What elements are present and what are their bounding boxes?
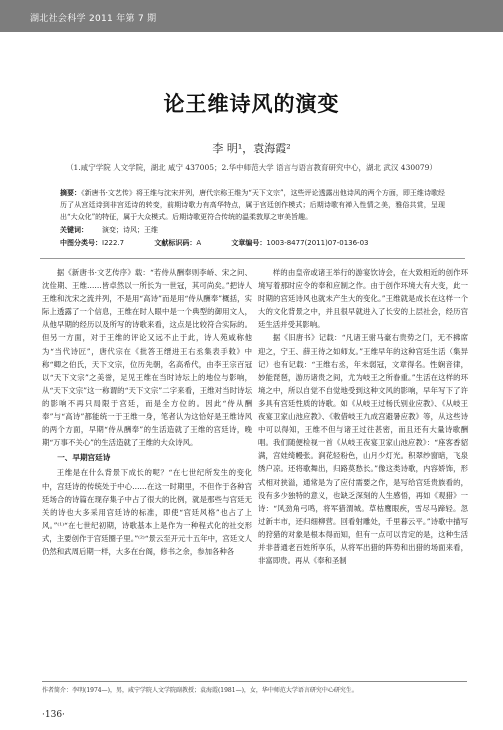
abstract-label: 摘要： — [60, 189, 82, 197]
footnote-divider — [42, 681, 467, 682]
classification-line — [60, 237, 445, 249]
body-paragraph: 据《旧唐书》记载：“凡诸王驸马豪右贵势之门，无不拂席迎之，宁王、薛王待之如师友。”王维早年的这种宫廷生活（集异记）也有记载：“王维右丞，年未弱冠，文章得名。性娴音律，妙能琵琶，游历诸贵之间，尤为岐王之所眷重。”生活在这样的环境之中，所以自觉不自觉地受到这种文风的影响，早年写下了许多具有宫廷性质的诗歌。如《从岐王过杨氏别业应教》、《从岐王夜宴卫家山池应教》、《敕借岐王九成宫避暑应教》等，从这些诗中可以得知，王维不但与诸王过往甚密，而且还有大量诗歌酬唱。我们随便检视一首《从岐王夜宴卫家山池应教》：“座客香貂满，宫娃绮幔张。涧花轻粉色，山月少灯光。积翠纱窗暗，飞泉绣户凉。还将歌舞出，归路莫愁长。”像这类诗歌，内容娇饰，形式相对狭溢，通常是为了应付需要之作，是写给宫廷贵族看的，没有多少独特的意义，也缺乏深刻的人生感悟，再如《观猎》一诗：“风劲角弓鸣，将军猎渭城。草枯鹰眼疾，雪尽马蹄轻。忽过新丰市，还归细柳营。回看射雕处，千里暮云平。”诗歌中描写的狩猎的对象是根本得而知，但有一点可以肯定的是，这种生活并非普通老百姓所享乐，从将军出猎的阵势和出猎的场面来看，非富即贵。再从《奉和圣制 — [258, 333, 468, 566]
abstract-text: 《新唐书·文艺传》将王维与沈宋并列，唐代宗称王维为“天下文宗”，这些评论透露出他诗风的两个方面，即王维诗歌经历了从宫廷诗到非宫廷诗的转变，前期诗歌力有高华特点，属于宫廷创作模式；后期诗歌有禅入性情之美，雅俗共赏，呈现出“大众化”的特征，属于大众模式。后期诗歌更符合传统的温柔敦厚之审美旨趣。 — [60, 189, 445, 221]
body-paragraph: 样的由皇帝或诸王举行的游宴饮诗会，在大致相近的创作环境写着那时应令的奉和应制之作。由于创作环境大有大变，此一时期的宫廷诗风也就未产生大的变化。”王维就是成长在这样一个大的文化背景之中，并且很早就进入了长安的上层社会，经历宫廷生活并受其影响。 — [258, 268, 468, 330]
journal-name: 湖北社会科学 2011 年第 7 期 — [30, 14, 157, 24]
article-authors: 李 明¹，袁海霞² — [212, 142, 291, 155]
clc-value: I222.7 — [102, 239, 125, 247]
keywords-line — [60, 224, 445, 236]
abstract-paragraph — [60, 187, 445, 223]
clc-label: 中图分类号： — [60, 239, 102, 247]
body-column-left — [42, 266, 252, 676]
doc-code-label: 文献标识码： — [154, 239, 197, 247]
article-title: 论王维诗风的演变 — [163, 92, 340, 116]
abstract-divider — [40, 258, 465, 259]
doc-code-value: A — [196, 239, 202, 247]
body-paragraph: 据《新唐书·文艺传序》载：“若侍从酬奉则李峤、宋之问、沈佺期、王维……皆卓然以一所长为一世冠，其可尚矣。”把诗人王维和沈宋之流并列，不是用“高诗”而是用“侍从酬奉”概括，实际上透露了一个信息，王维在时人眼中是一个典型的御用文人，从他早期的经历以及所写的诗歌来看，这点是比较符合实际的。但另一方面，对于王维的评论又远不止于此，诗人苑咸称他为“当代诗匠”，唐代宗在《批答王缙进王右丞集表手敕》中称“卿之伯氏，天下文宗，位历先朝，名高希代，由李王宗百冠以“天下文宗”之美誉，足见王维在当时诗坛上的地位与影响，从“天下文宗”这一称谓的“天下文宗”二字来看，王维对当时诗坛的影响不再只局限于宫廷，而是全方位的。因此“侍从酬奉”与“高诗”都能统一于王维一身，笔者认为这恰好是王维诗风的两个方面，早期“侍从酬奉”的生活造就了王维的宫廷诗，晚期“万事不关心”的生活造就了王维的大众诗风。 — [42, 268, 252, 448]
body-column-right — [258, 266, 468, 676]
keywords-label: 关键词： — [60, 226, 88, 234]
journal-header-bar — [0, 0, 503, 32]
page-number: ·136· — [42, 710, 65, 720]
section-heading: 一、早期宫廷诗 — [57, 453, 111, 463]
abstract-block — [60, 187, 445, 249]
article-id-label: 文章编号： — [231, 239, 267, 247]
author-footnote: 作者简介：李明(1974—)，男，咸宁学院人文学院副教授；袁海霞(1981—)，女，华中师范大学语言研究中心研究生。 — [42, 687, 358, 694]
article-id-value: 1003-8477(2011)07-0136-03 — [266, 239, 369, 247]
author-affiliations: （1.咸宁学院 人文学院，湖北 咸宁 437005；2.华中师范大学 语言与语言教育研究中心，湖北 武汉 430079） — [66, 163, 437, 172]
keywords-value: 演变；诗风；王维 — [102, 226, 158, 234]
body-paragraph: 王维是在什么背景下成长的呢？“在七世纪所发生的变化中，宫廷诗的传统处于中心……在这一时期里，不但作于各种宫廷场合的诗篇在现存集子中占了很大的比例，就是那些与宫廷无关的诗也大多采用宫廷诗的标准，即使“宫廷风格”也占了上风。”⁽¹⁾“在七世纪初期，诗歌基本上是作为一种程式化的社交形式，主要创作于宫廷圈子里。”⁽²⁾“景云至开元十五年中，宫廷文人仍然和武周后期一样，大多在台阁，修书之余，参加各种各 — [42, 468, 252, 556]
